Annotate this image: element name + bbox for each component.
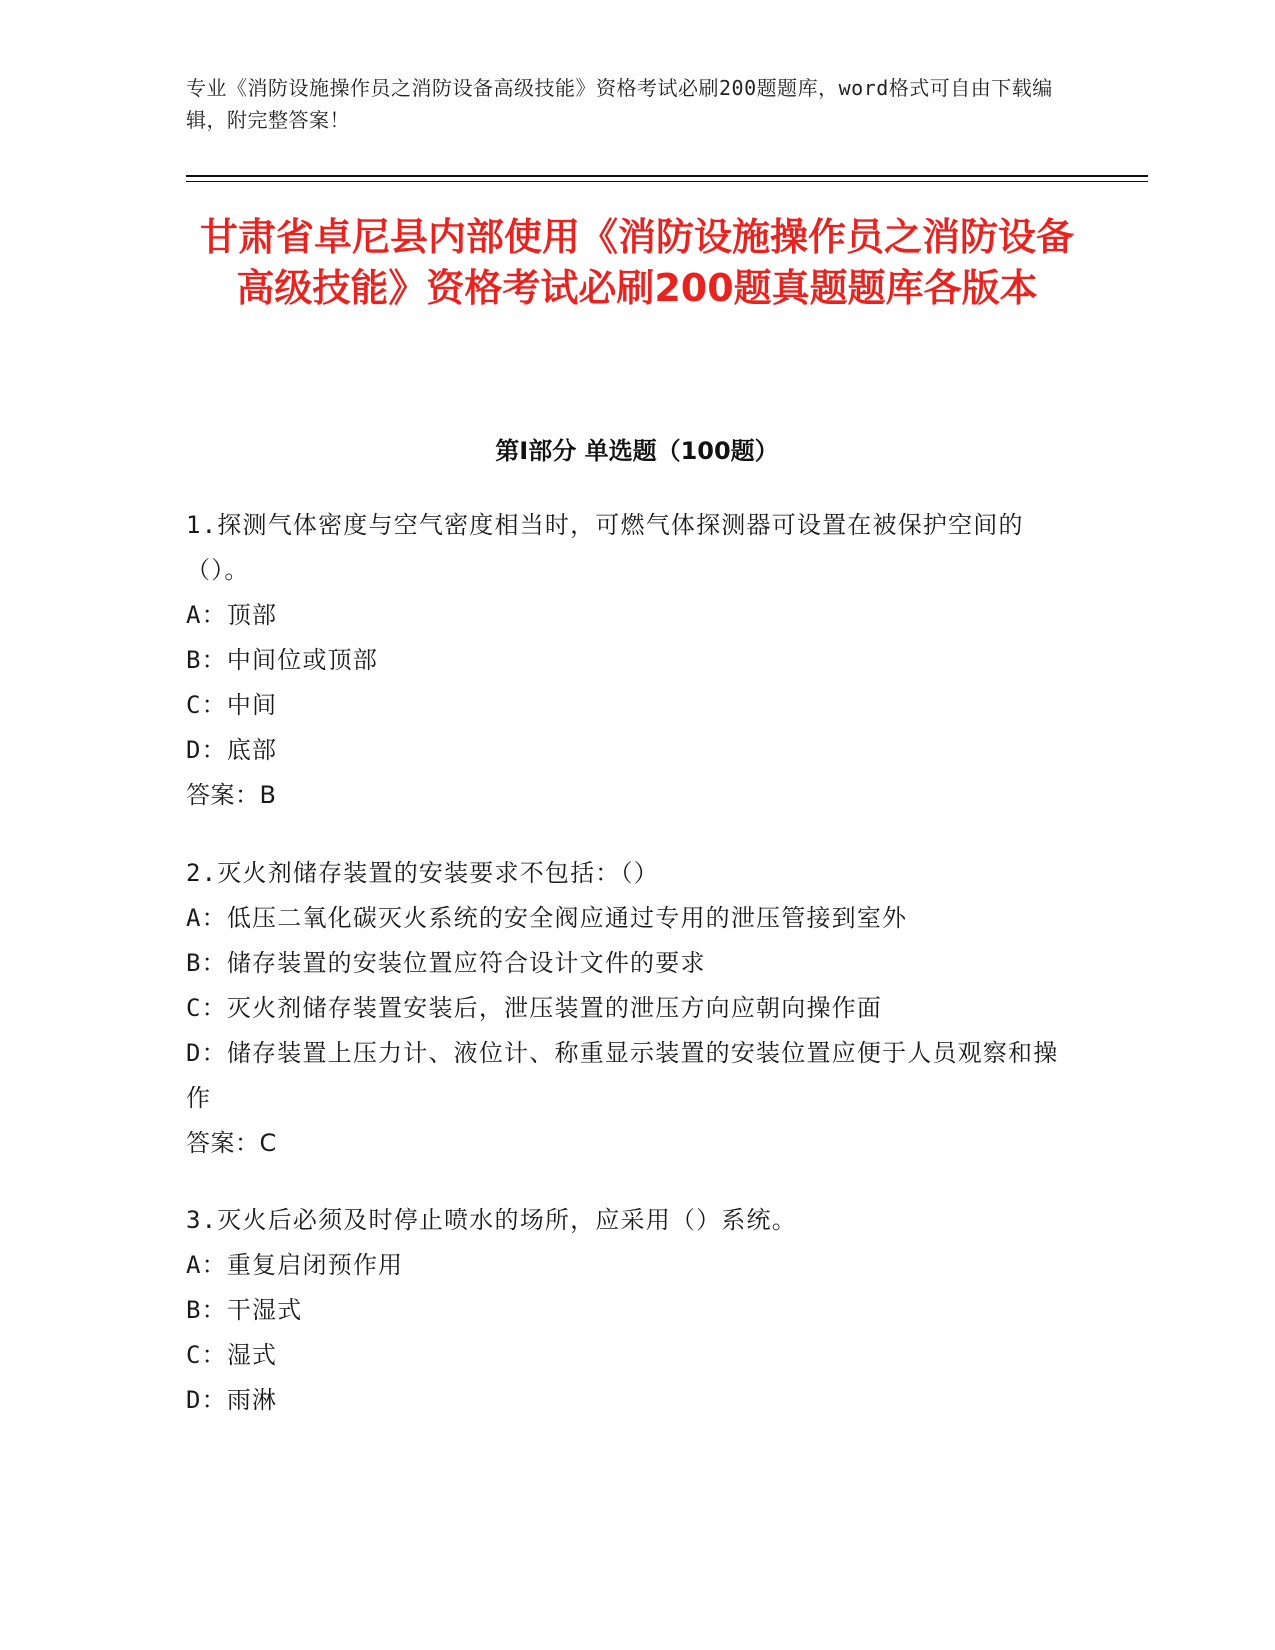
question-3-option-d: D：雨淋 [186, 1386, 278, 1414]
document-title: 甘肃省卓尼县内部使用《消防设施操作员之消防设备高级技能》资格考试必刷200题真题题库各版本 [199, 215, 1074, 310]
question-2-answer: 答案：C [186, 1129, 277, 1157]
question-3-stem: 3.灭火后必须及时停止喷水的场所，应采用（）系统。 [186, 1206, 797, 1234]
header-note: 专业《消防设施操作员之消防设备高级技能》资格考试必刷200题题库，word格式可自由下载编辑，附完整答案！ [186, 76, 1053, 132]
question-2 [186, 851, 1076, 1166]
question-1-answer: 答案：B [186, 781, 277, 809]
question-1-option-a: A：顶部 [186, 601, 278, 629]
question-1 [186, 503, 1076, 818]
header-divider-thin [186, 181, 1148, 182]
question-3-option-a: A：重复启闭预作用 [186, 1251, 404, 1279]
question-1-stem: 1.探测气体密度与空气密度相当时，可燃气体探测器可设置在被保护空间的（）。 [186, 511, 1024, 584]
question-2-option-b: B：储存装置的安装位置应符合设计文件的要求 [186, 949, 706, 977]
question-3-option-c: C：湿式 [186, 1341, 278, 1369]
question-2-stem: 2.灭火剂储存装置的安装要求不包括：（） [186, 859, 659, 887]
section-title: 第Ⅰ部分 单选题（100题） [495, 437, 779, 465]
question-1-option-c: C：中间 [186, 691, 278, 719]
question-3 [186, 1198, 1076, 1423]
question-1-option-d: D：底部 [186, 736, 278, 764]
question-3-option-b: B：干湿式 [186, 1296, 303, 1324]
question-2-option-c: C：灭火剂储存装置安装后，泄压装置的泄压方向应朝向操作面 [186, 994, 883, 1022]
question-1-option-b: B：中间位或顶部 [186, 646, 379, 674]
header-divider-thick [186, 175, 1148, 177]
question-2-option-a: A：低压二氧化碳灭火系统的安全阀应通过专用的泄压管接到室外 [186, 904, 908, 932]
question-2-option-d: D：储存装置上压力计、液位计、称重显示装置的安装位置应便于人员观察和操作 [186, 1039, 1059, 1112]
